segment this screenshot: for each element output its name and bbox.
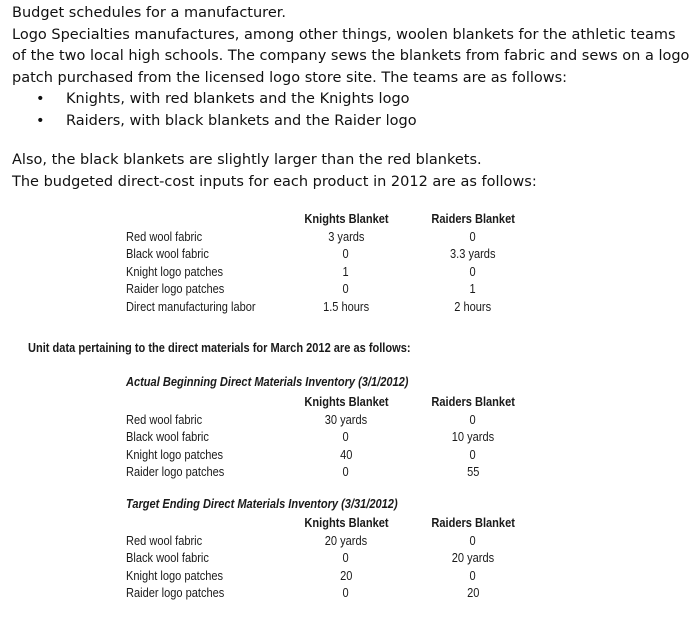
raiders-value: 1 <box>469 281 477 296</box>
ending-inventory-title: Target Ending Direct Materials Inventory (3/31/2012) <box>126 496 398 511</box>
problem-paragraph: Logo Specialties manufactures, among other things, woolen blankets for the athletic teams of the two local high schools. The company sews the blankets from fabric and sews on a logo patch purchased from the licensed logo store site. The teams are as follows: <box>12 26 690 86</box>
row-label: Raider logo patches <box>126 281 225 296</box>
knights-value: 1.5 hours <box>322 298 370 314</box>
team-description: Raiders, with black blankets and the Raider logo <box>66 112 417 129</box>
bullet-icon: • <box>36 112 45 129</box>
row-label: Black wool fabric <box>126 429 209 444</box>
unit-data-heading: Unit data pertaining to the direct materials for March 2012 are as follows: <box>28 340 411 355</box>
knights-value: 0 <box>342 585 350 600</box>
raiders-value: 55 <box>466 464 480 479</box>
row-label: Black wool fabric <box>126 550 209 565</box>
raiders-value: 0 <box>469 532 477 548</box>
knights-value: 20 <box>339 567 353 583</box>
row-label: Knight logo patches <box>126 263 224 279</box>
row-label: Black wool fabric <box>126 246 209 261</box>
beginning-inventory-title: Actual Beginning Direct Materials Inventory (3/1/2012) <box>126 374 409 389</box>
row-label: Red wool fabric <box>126 532 203 548</box>
team-list-item <box>12 89 692 111</box>
raiders-value: 0 <box>469 263 477 279</box>
row-label: Raider logo patches <box>126 585 225 600</box>
raiders-value: 20 yards <box>451 550 495 565</box>
intro-text <box>12 3 692 193</box>
raiders-value: 0 <box>469 228 477 244</box>
row-label: Knight logo patches <box>126 567 224 583</box>
blanket-size-note: Also, the black blankets are slightly larger than the red blankets. <box>12 152 482 168</box>
raiders-value: 10 yards <box>451 429 495 444</box>
team-description: Knights, with red blankets and the Knights logo <box>66 91 410 107</box>
row-label: Red wool fabric <box>126 228 203 244</box>
bullet-icon: • <box>36 91 45 107</box>
row-label: Direct manufacturing labor <box>126 298 256 314</box>
raiders-value: 0 <box>469 446 477 462</box>
row-label: Raider logo patches <box>126 464 225 479</box>
team-list-item <box>12 111 692 133</box>
raiders-value: 0 <box>469 567 477 583</box>
raiders-value: 3.3 yards <box>450 246 496 261</box>
knights-value: 0 <box>342 429 350 444</box>
column-header-raiders: Raiders Blanket <box>431 211 515 226</box>
row-label: Knight logo patches <box>126 446 224 462</box>
knights-value: 0 <box>342 246 350 261</box>
knights-value: 40 <box>339 446 353 462</box>
raiders-value: 0 <box>469 411 477 427</box>
column-header-raiders: Raiders Blanket <box>431 515 515 530</box>
column-header-knights: Knights Blanket <box>303 394 389 409</box>
knights-value: 3 yards <box>327 228 365 244</box>
column-header-raiders: Raiders Blanket <box>431 394 515 409</box>
knights-value: 30 yards <box>324 411 368 427</box>
column-header-knights: Knights Blanket <box>303 515 389 530</box>
raiders-value: 2 hours <box>454 298 492 314</box>
row-label: Red wool fabric <box>126 411 203 427</box>
raiders-value: 20 <box>466 585 480 600</box>
team-list <box>12 89 692 132</box>
inputs-intro-line: The budgeted direct-cost inputs for each product in 2012 are as follows: <box>12 173 537 190</box>
knights-value: 0 <box>342 550 350 565</box>
knights-value: 0 <box>342 281 350 296</box>
knights-value: 0 <box>342 464 350 479</box>
knights-value: 1 <box>342 263 350 279</box>
column-header-knights: Knights Blanket <box>303 211 389 226</box>
problem-title: Budget schedules for a manufacturer. <box>12 5 286 21</box>
knights-value: 20 yards <box>324 532 368 548</box>
